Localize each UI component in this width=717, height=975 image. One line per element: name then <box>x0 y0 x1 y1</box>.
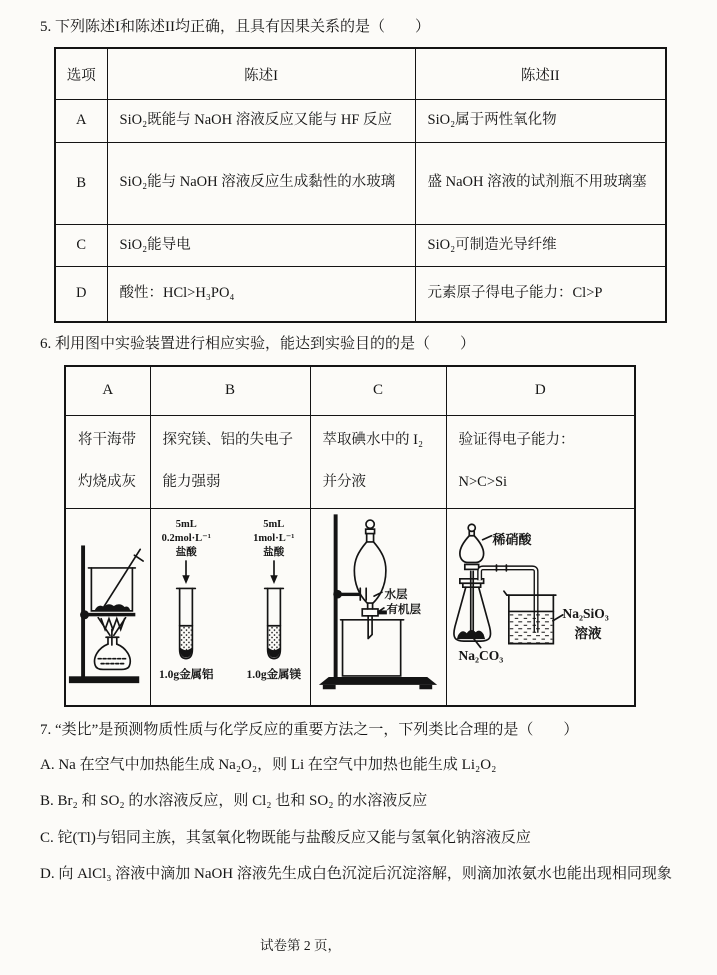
q6-purpose-b <box>150 415 310 508</box>
organic-layer-label: 有机层 <box>386 603 421 616</box>
q7-stem: 7. “类比”是预测物质性质与化学反应的重要方法之一，下列类比合理的是（ ） <box>40 721 579 738</box>
q5-header-option: 选项 <box>55 48 107 100</box>
q6-purpose-a-line1: 将干海带 <box>78 432 136 449</box>
tube1-metal-label: 1.0g金属铝 <box>158 668 214 681</box>
page-footer: 试卷第 2 页， <box>260 938 341 953</box>
calcination-apparatus-diagram <box>66 509 150 705</box>
separating-funnel-diagram <box>311 509 446 705</box>
q5-row-c-statement1: SiO₂能导电 <box>107 224 415 267</box>
q5-row-a <box>55 100 666 143</box>
q5-header-row <box>55 48 666 100</box>
q5-row-b <box>55 142 666 224</box>
q6-purpose-a <box>65 415 150 508</box>
tube1-volume-label: 5mL <box>175 518 197 530</box>
tube2-concentration-label: 1mol·L⁻¹ <box>253 532 295 544</box>
water-layer-label: 水层 <box>384 588 408 601</box>
q5-row-d <box>55 267 666 322</box>
q6-diagram-cell-d <box>446 508 635 706</box>
q5-row-c <box>55 224 666 267</box>
gas-generation-diagram <box>447 509 635 705</box>
sodium-carbonate-label: Na₂CO₃ <box>458 647 504 663</box>
q6-header-a: A <box>65 366 150 416</box>
q6-diagram-cell-a <box>65 508 150 706</box>
q6-purpose-b-line2: 能力强弱 <box>162 473 221 490</box>
q7-option-a: A. Na 在空气中加热能生成 Na₂O₂，则 Li 在空气中加热也能生成 Li₂O₂ <box>40 756 497 773</box>
q7-option-b: B. Br₂ 和 SO₂ 的水溶液反应，则 Cl₂ 也和 SO₂ 的水溶液反应 <box>40 793 428 810</box>
q5-row-a-statement2: SiO₂属于两性氧化物 <box>415 100 666 143</box>
q5-row-a-statement1: SiO₂既能与 NaOH 溶液反应又能与 HF 反应 <box>107 100 415 143</box>
q6-purpose-b-line1: 探究镁、铝的失电子 <box>162 432 293 449</box>
q6-stem: 6. 利用图中实验装置进行相应实验，能达到实验目的的是（ ） <box>40 335 476 352</box>
q6-purpose-c <box>310 415 446 508</box>
tube-column-magnesium <box>238 518 310 682</box>
q6-purpose-d-line1: 验证得电子能力： <box>458 432 575 449</box>
q6-table <box>64 365 636 707</box>
q6-purpose-c-line2: 并分液 <box>322 473 366 490</box>
q5-row-b-statement1: SiO₂能与 NaOH 溶液反应生成黏性的水玻璃 <box>107 142 415 224</box>
q6-header-row <box>65 366 635 416</box>
q6-purpose-row <box>65 415 635 508</box>
q7-options <box>40 747 681 893</box>
test-tubes-comparison-diagram <box>151 509 310 705</box>
q6-diagram-row <box>65 508 635 706</box>
separating-funnel-icon <box>311 509 445 703</box>
dilute-nitric-acid-label: 稀硝酸 <box>492 531 532 547</box>
q5-table <box>54 47 667 323</box>
q7-option-c: C. 铊(Tl)与铝同主族，其氢氧化物既能与盐酸反应又能与氢氧化钠溶液反应 <box>40 829 531 846</box>
test-tube-icon <box>263 560 285 664</box>
q5-row-b-option: B <box>55 142 107 224</box>
q5-stem: 5. 下列陈述I和陈述II均正确，且具有因果关系的是（ ） <box>40 19 430 35</box>
q5-row-a-option: A <box>55 100 107 143</box>
q6-header-c: C <box>310 366 446 416</box>
tube1-concentration-label: 0.2mol·L⁻¹ <box>161 532 211 544</box>
q6-diagram-cell-c <box>310 508 446 706</box>
test-tube-icon <box>175 560 197 664</box>
q6-purpose-c-line1: 萃取碘水中的 I₂ <box>322 432 424 449</box>
q5-row-b-statement2: 盛 NaOH 溶液的试剂瓶不用玻璃塞 <box>415 142 666 224</box>
q6-diagram-cell-b <box>150 508 310 706</box>
solution-label: 溶液 <box>574 625 602 641</box>
q5-row-c-option: C <box>55 224 107 267</box>
q5-row-c-statement2: SiO₂可制造光导纤维 <box>415 224 666 267</box>
q5-row-d-statement2: 元素原子得电子能力：Cl>P <box>415 267 666 322</box>
q5-header-statement2: 陈述II <box>415 48 666 100</box>
q5-row-d-statement1: 酸性：HCl>H₃PO₄ <box>107 267 415 322</box>
tube2-metal-label: 1.0g金属镁 <box>246 668 302 681</box>
calcination-apparatus-icon <box>66 509 149 703</box>
tube2-acid-label: 盐酸 <box>263 546 285 558</box>
q7-option-d: D. 向 AlCl₃ 溶液中滴加 NaOH 溶液先生成白色沉淀后沉淀溶解，则滴加浓氨水也能出现相同现象 <box>40 866 672 883</box>
tube1-acid-label: 盐酸 <box>175 546 197 558</box>
q6-purpose-d <box>446 415 635 508</box>
q6-purpose-d-line2: N>C>Si <box>458 473 508 490</box>
q6-header-d: D <box>446 366 635 416</box>
q5-row-d-option: D <box>55 267 107 322</box>
q6-header-b: B <box>150 366 310 416</box>
tube-column-aluminium <box>151 518 223 682</box>
tube2-volume-label: 5mL <box>263 518 285 530</box>
q6-purpose-a-line2: 灼烧成灰 <box>78 473 136 490</box>
q5-header-statement1: 陈述I <box>107 48 415 100</box>
sodium-silicate-label: Na₂SiO₃ <box>562 605 609 621</box>
